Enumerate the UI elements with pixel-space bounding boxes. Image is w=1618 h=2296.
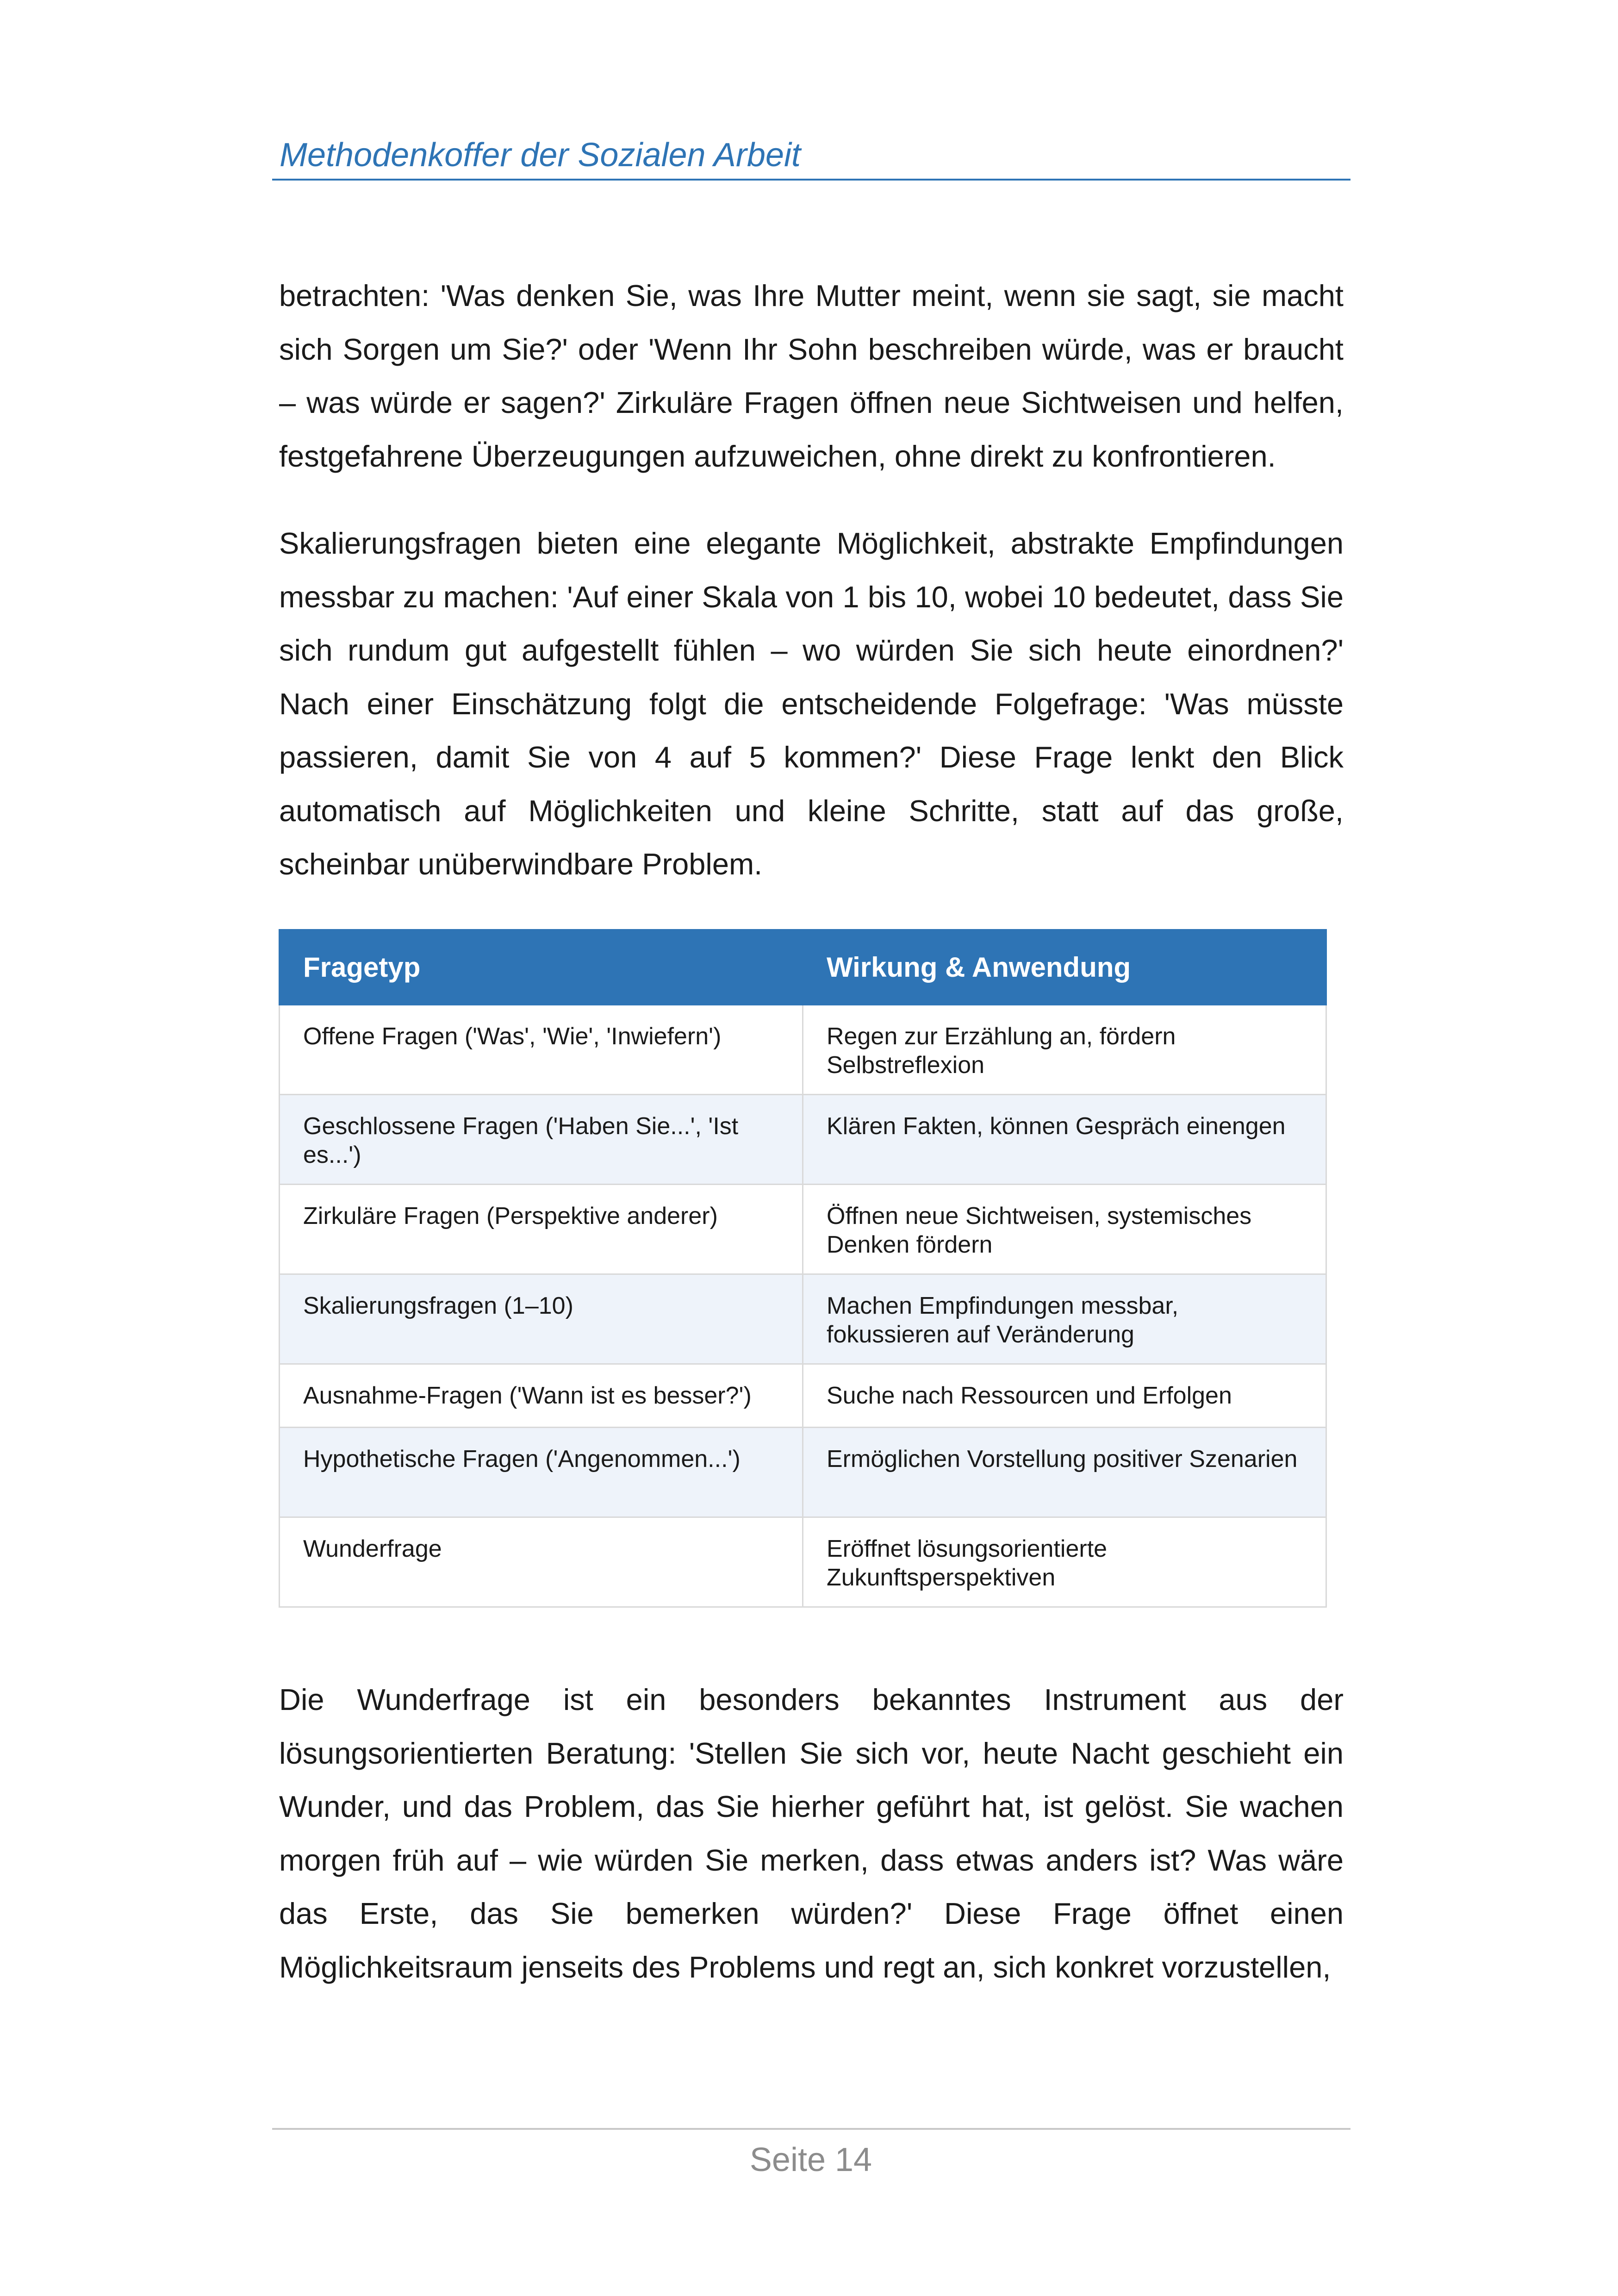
table-cell-fragetyp: Ausnahme-Fragen ('Wann ist es besser?'): [280, 1364, 803, 1428]
body-paragraph: betrachten: 'Was denken Sie, was Ihre Mutter meint, wenn sie sagt, sie macht sich Sorgen um Sie?' oder 'Wenn Ihr Sohn beschreiben würde, was er braucht – was würde er sagen?' Zirkuläre Fragen öffnen neue Sichtweisen und helfen, festgefahrene Überzeugungen aufzuweichen, ohne direkt zu konfrontieren.: [279, 279, 1344, 473]
table-row: [280, 1185, 1326, 1274]
footer-divider: [272, 2128, 1350, 2130]
table-cell-fragetyp: Zirkuläre Fragen (Perspektive anderer): [280, 1185, 803, 1274]
body-paragraph: Skalierungsfragen bieten eine elegante Möglichkeit, abstrakte Empfindungen messbar zu machen: 'Auf einer Skala von 1 bis 10, wobei 10 bedeutet, dass Sie sich rundum gut aufgestellt fühlen – wo würden Sie sich heute einordnen?' Nach einer Einschätzung folgt die entscheidende Folgefrage: 'Was müsste passieren, damit Sie von 4 auf 5 kommen?' Diese Frage lenkt den Blick automatisch auf Möglichkeiten und kleine Schritte, statt auf das große, scheinbar unüberwindbare Problem.: [279, 526, 1344, 881]
table-row: [280, 1428, 1326, 1517]
table-cell-fragetyp: Wunderfrage: [280, 1517, 803, 1607]
table-row: [280, 1095, 1326, 1185]
table-cell-wirkung: Regen zur Erzählung an, fördern Selbstreflexion: [803, 1005, 1326, 1095]
table-cell-fragetyp: Skalierungsfragen (1–10): [280, 1274, 803, 1364]
body-paragraph: Die Wunderfrage ist ein besonders bekanntes Instrument aus der lösungsorientierten Beratung: 'Stellen Sie sich vor, heute Nacht geschieht ein Wunder, und das Problem, das Sie hierher geführt hat, ist gelöst. Sie wachen morgen früh auf – wie würden Sie merken, dass etwas anders ist? Was wäre das Erste, das Sie bemerken würden?' Diese Frage öffnet einen Möglichkeitsraum jenseits des Problems und regt an, sich konkret vorzustellen,: [279, 1683, 1344, 1984]
table-header-row: [280, 930, 1326, 1005]
table-cell-fragetyp: Hypothetische Fragen ('Angenommen...'): [280, 1428, 803, 1517]
table-row: [280, 1274, 1326, 1364]
table-cell-wirkung: Suche nach Ressourcen und Erfolgen: [803, 1364, 1326, 1428]
table-cell-fragetyp: Geschlossene Fragen ('Haben Sie...', 'Ist es...'): [280, 1095, 803, 1185]
page-number: Seite 14: [749, 2141, 872, 2178]
table-row: [280, 1517, 1326, 1607]
column-header-fragetyp: Fragetyp: [280, 930, 803, 1005]
column-header-wirkung: Wirkung & Anwendung: [803, 930, 1326, 1005]
table-cell-wirkung: Klären Fakten, können Gespräch einengen: [803, 1095, 1326, 1185]
table-row: [280, 1005, 1326, 1095]
table-cell-wirkung: Öffnen neue Sichtweisen, systemisches Denken fördern: [803, 1185, 1326, 1274]
table-cell-wirkung: Machen Empfindungen messbar, fokussieren auf Veränderung: [803, 1274, 1326, 1364]
question-types-table: [279, 929, 1327, 1608]
table-cell-wirkung: Eröffnet lösungsorientierte Zukunftsperspektiven: [803, 1517, 1326, 1607]
table-cell-wirkung: Ermöglichen Vorstellung positiver Szenarien: [803, 1428, 1326, 1517]
document-title: Methodenkoffer der Sozialen Arbeit: [280, 137, 801, 174]
table-row: [280, 1364, 1326, 1428]
page-header: [272, 131, 1350, 181]
table-cell-fragetyp: Offene Fragen ('Was', 'Wie', 'Inwiefern'): [280, 1005, 803, 1095]
